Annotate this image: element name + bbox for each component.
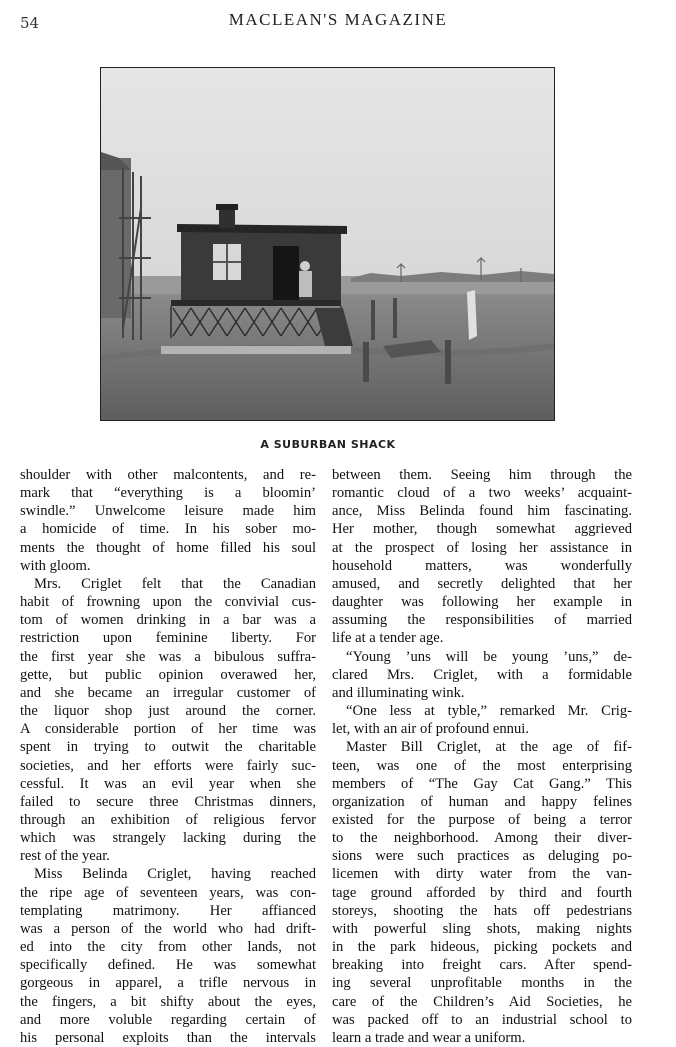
text-line: ing several unprofitable months in the bbox=[332, 975, 632, 992]
suburban-shack-photo bbox=[100, 67, 555, 421]
text-line: habit of frowning upon the convivial cus- bbox=[20, 594, 316, 611]
text-line: care of the Children’s Aid Societies, he bbox=[332, 993, 632, 1010]
text-line: at the prospect of losing her assistance in bbox=[332, 539, 632, 556]
left-column-text bbox=[20, 466, 316, 1047]
page-number: 54 bbox=[20, 14, 40, 32]
text-line: breaking into freight cars. After spend- bbox=[332, 957, 632, 974]
text-line: rest of the year. bbox=[20, 848, 110, 865]
text-line: between them. Seeing him through the bbox=[332, 467, 632, 483]
text-line: A considerable portion of her time was bbox=[20, 721, 316, 738]
text-line: sions were such practices as deluging po- bbox=[332, 848, 632, 865]
text-line: gette, but public opinion overawed her, bbox=[20, 666, 316, 683]
text-line: ance, Miss Belinda found him fascinating. bbox=[332, 503, 632, 520]
text-line: restriction upon feminine liberty. For bbox=[20, 630, 316, 647]
text-line: teen, was one of the most enterprising bbox=[332, 757, 632, 774]
text-line: his personal exploits than the intervals bbox=[20, 1029, 316, 1046]
text-line: romantic cloud of a two weeks’ acquaint- bbox=[332, 485, 632, 502]
text-line: societies, and her efforts were fairly suc- bbox=[20, 757, 316, 774]
text-line: the ripe age of seventeen years, was con- bbox=[20, 884, 316, 901]
text-line: members of “The Gay Cat Gang.” This bbox=[332, 775, 632, 792]
text-line: the fingers, a bit shifty about the eyes, bbox=[20, 993, 316, 1010]
text-line: mark that “everything is a bloomin’ bbox=[20, 485, 316, 502]
text-line: with powerful sling shots, making nights bbox=[332, 920, 632, 937]
text-line: swindle.” Unwelcome leisure made him bbox=[20, 503, 316, 520]
text-line: let, with an air of profound ennui. bbox=[332, 721, 529, 738]
photo-illustration bbox=[101, 68, 554, 420]
text-line: through an exhibition of religious fervor bbox=[20, 811, 316, 828]
text-line: Mrs. Criglet felt that the Canadian bbox=[34, 575, 316, 592]
text-line: existed for the purpose of being a terror bbox=[332, 811, 632, 828]
text-line: the liquor shop just around the corner. bbox=[20, 703, 316, 720]
text-line: assuming the responsibilities of married bbox=[332, 612, 632, 629]
text-line: the first year she was a bibulous suffra- bbox=[20, 648, 316, 665]
text-line: amused, and secretly delighted that her bbox=[332, 575, 632, 592]
text-line: storeys, shooting the hats off pedestrians bbox=[332, 902, 632, 919]
magazine-title: MACLEAN'S MAGAZINE bbox=[228, 10, 448, 29]
text-line: which was strangely lacking during the bbox=[20, 830, 316, 847]
text-line: “Young ’uns will be young ’uns,” de- bbox=[346, 648, 632, 665]
text-line: was packed off to an industrial school to bbox=[332, 1011, 632, 1028]
text-line: Miss Belinda Criglet, having reached bbox=[34, 866, 316, 883]
text-line: Her mother, though somewhat aggrieved bbox=[332, 521, 632, 538]
text-line: to the neighborhood. Among their diver- bbox=[332, 830, 632, 847]
text-line: shoulder with other malcontents, and re- bbox=[20, 467, 316, 483]
text-line: gorgeous in apparel, a trifle nervous in bbox=[20, 975, 316, 992]
text-line: life at a tender age. bbox=[332, 630, 444, 647]
text-line: with gloom. bbox=[20, 557, 91, 574]
text-line: and more voluble regarding certain of bbox=[20, 1011, 316, 1028]
right-column-text bbox=[332, 466, 632, 1047]
text-line: household matters, was wonderfully bbox=[332, 557, 632, 574]
text-line: templating matrimony. Her affianced bbox=[20, 902, 316, 919]
text-line: licemen with dirty water from the van- bbox=[332, 866, 632, 883]
text-line: specifically defined. He was somewhat bbox=[20, 957, 316, 974]
text-line: learn a trade and wear a uniform. bbox=[332, 1029, 526, 1046]
text-line: in the park hideous, picking pockets and bbox=[332, 939, 632, 956]
text-line: was a person of the world who had drift- bbox=[20, 920, 316, 937]
text-line: tage ground afforded by third and fourth bbox=[332, 884, 632, 901]
text-line: clared Mrs. Criglet, with a formidable bbox=[332, 666, 632, 683]
text-line: spent in trying to outwit the charitable bbox=[20, 739, 316, 756]
text-line: and illuminating wink. bbox=[332, 684, 465, 701]
text-line: ments the thought of home filled his soul bbox=[20, 539, 316, 556]
photo-caption: A SUBURBAN SHACK bbox=[260, 438, 396, 451]
text-line: a homicide of time. In his sober mo- bbox=[20, 521, 316, 538]
text-line: “One less at tyble,” remarked Mr. Crig- bbox=[346, 703, 632, 720]
text-line: daughter was following her example in bbox=[332, 594, 632, 611]
text-line: cessful. It was an evil year when she bbox=[20, 775, 316, 792]
text-line: and she became an irregular customer of bbox=[20, 684, 316, 701]
text-line: Master Bill Criglet, at the age of fif- bbox=[346, 739, 632, 756]
text-line: ed into the city from other lands, not bbox=[20, 939, 316, 956]
text-line: organization of human and happy felines bbox=[332, 793, 632, 810]
text-line: failed to secure three Christmas dinners, bbox=[20, 793, 316, 810]
text-line: tom of women drinking in a bar was a bbox=[20, 612, 316, 629]
